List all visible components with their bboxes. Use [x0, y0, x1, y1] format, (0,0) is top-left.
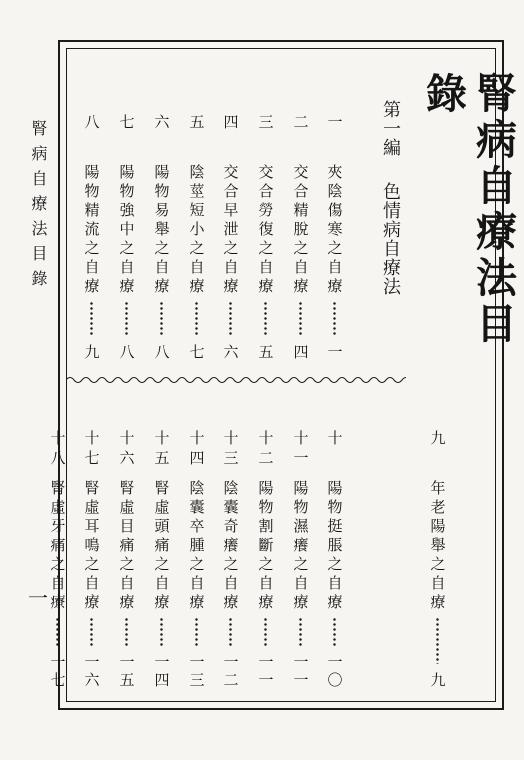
- toc-entry-number: 十 六: [119, 429, 135, 467]
- toc-entry-number: 十 一: [293, 429, 309, 467]
- toc-leader-dots: [90, 301, 93, 336]
- toc-entry-number: 三: [258, 113, 274, 131]
- toc-entry-page: 一 三: [189, 653, 205, 689]
- toc-leader-dots: [195, 301, 198, 336]
- toc-entry-title: 夾 陰 傷 寒 之 自 療: [327, 163, 343, 295]
- toc-entry-title: 陰 囊 卒 腫 之 自 療: [189, 479, 205, 611]
- toc-entry-title: 腎 虛 目 痛 之 自 療: [119, 479, 135, 611]
- toc-leader-dots: [160, 301, 163, 336]
- toc-entry-title: 腎 虛 耳 鳴 之 自 療: [84, 479, 100, 611]
- toc-entry-page: 八: [154, 343, 170, 361]
- toc-entry-number: 七: [119, 113, 135, 131]
- toc-entry-number: 十 八: [50, 429, 66, 467]
- toc-entry-number: 四: [223, 113, 239, 131]
- toc-entry-number: 八: [84, 113, 100, 131]
- toc-entry-title: 腎 虛 牙 痛 之 自 療: [50, 479, 66, 611]
- toc-entry-page: 八: [119, 343, 135, 361]
- toc-entry-number: 十: [327, 429, 343, 447]
- toc-entry-number: 六: [154, 113, 170, 131]
- toc-entry-page: 五: [258, 343, 274, 361]
- toc-entry-page: 七: [189, 343, 205, 361]
- margin-running-title: 腎病自療法目錄: [29, 120, 48, 295]
- toc-leader-dots: [125, 617, 128, 646]
- toc-leader-dots: [333, 617, 336, 646]
- toc-entry-page: 一 七: [50, 653, 66, 689]
- toc-entry-title: 陰 囊 奇 癢 之 自 療: [223, 479, 239, 611]
- toc-leader-dots: [229, 617, 232, 646]
- toc-leader-dots: [264, 301, 267, 336]
- toc-entry-title: 陽 物 濕 癢 之 自 療: [293, 479, 309, 611]
- toc-entry-page: 一 一: [293, 653, 309, 689]
- toc-leader-dots: [436, 617, 439, 664]
- toc-entry-title: 交 合 早 泄 之 自 療: [223, 163, 239, 295]
- toc-entry-title: 陰 莖 短 小 之 自 療: [189, 163, 205, 295]
- toc-entry-title: 陽 物 強 中 之 自 療: [119, 163, 135, 295]
- toc-leader-dots: [195, 617, 198, 646]
- toc-entry-title: 腎 虛 頭 痛 之 自 療: [154, 479, 170, 611]
- toc-entry-number: 十 二: [258, 429, 274, 467]
- toc-leader-dots: [229, 301, 232, 336]
- toc-entry-page: 一 二: [223, 653, 239, 689]
- toc-entry-title: 交 合 勞 復 之 自 療: [258, 163, 274, 295]
- toc-entry-page: 一 四: [154, 653, 170, 689]
- toc-entry-number: 五: [189, 113, 205, 131]
- page-title: 腎病自療法目錄: [419, 72, 517, 348]
- section-divider: [66, 372, 406, 388]
- toc-leader-dots: [90, 617, 93, 646]
- toc-entry-title: 交 合 精 脫 之 自 療: [293, 163, 309, 295]
- toc-leader-dots: [299, 617, 302, 646]
- toc-entry-number: 十 四: [189, 429, 205, 467]
- toc-entry-number: 九: [430, 429, 446, 447]
- toc-leader-dots: [264, 617, 267, 646]
- toc-entry-number: 二: [293, 113, 309, 131]
- toc-entry-page: 一 六: [84, 653, 100, 689]
- toc-leader-dots: [299, 301, 302, 336]
- toc-leader-dots: [56, 617, 59, 646]
- part-number: 第一編: [380, 100, 401, 157]
- toc-entry-page: 一 五: [119, 653, 135, 689]
- toc-leader-dots: [160, 617, 163, 646]
- toc-entry-title: 陽 物 易 舉 之 自 療: [154, 163, 170, 295]
- margin-page-number: 一: [28, 586, 48, 610]
- toc-leader-dots: [333, 301, 336, 336]
- toc-entry-page: 一: [327, 343, 343, 361]
- toc-entry-number: 一: [327, 113, 343, 131]
- toc-entry-number: 十 五: [154, 429, 170, 467]
- toc-entry-title: 陽 物 挺 脹 之 自 療: [327, 479, 343, 611]
- toc-entry-number: 十 七: [84, 429, 100, 467]
- toc-entry-page: 九: [84, 343, 100, 361]
- toc-entry-title: 年 老 陽 舉 之 自 療: [430, 479, 446, 611]
- part-name: 色情病自療法: [380, 182, 401, 296]
- toc-entry-number: 十 三: [223, 429, 239, 467]
- toc-entry-page: 一 〇: [327, 653, 343, 689]
- toc-entry-page: 六: [223, 343, 239, 361]
- toc-leader-dots: [125, 301, 128, 336]
- toc-entry-page: 九: [430, 671, 446, 689]
- toc-entry-title: 陽 物 割 斷 之 自 療: [258, 479, 274, 611]
- toc-entry-title: 陽 物 精 流 之 自 療: [84, 163, 100, 295]
- toc-entry-page: 一 一: [258, 653, 274, 689]
- toc-entry-page: 四: [293, 343, 309, 361]
